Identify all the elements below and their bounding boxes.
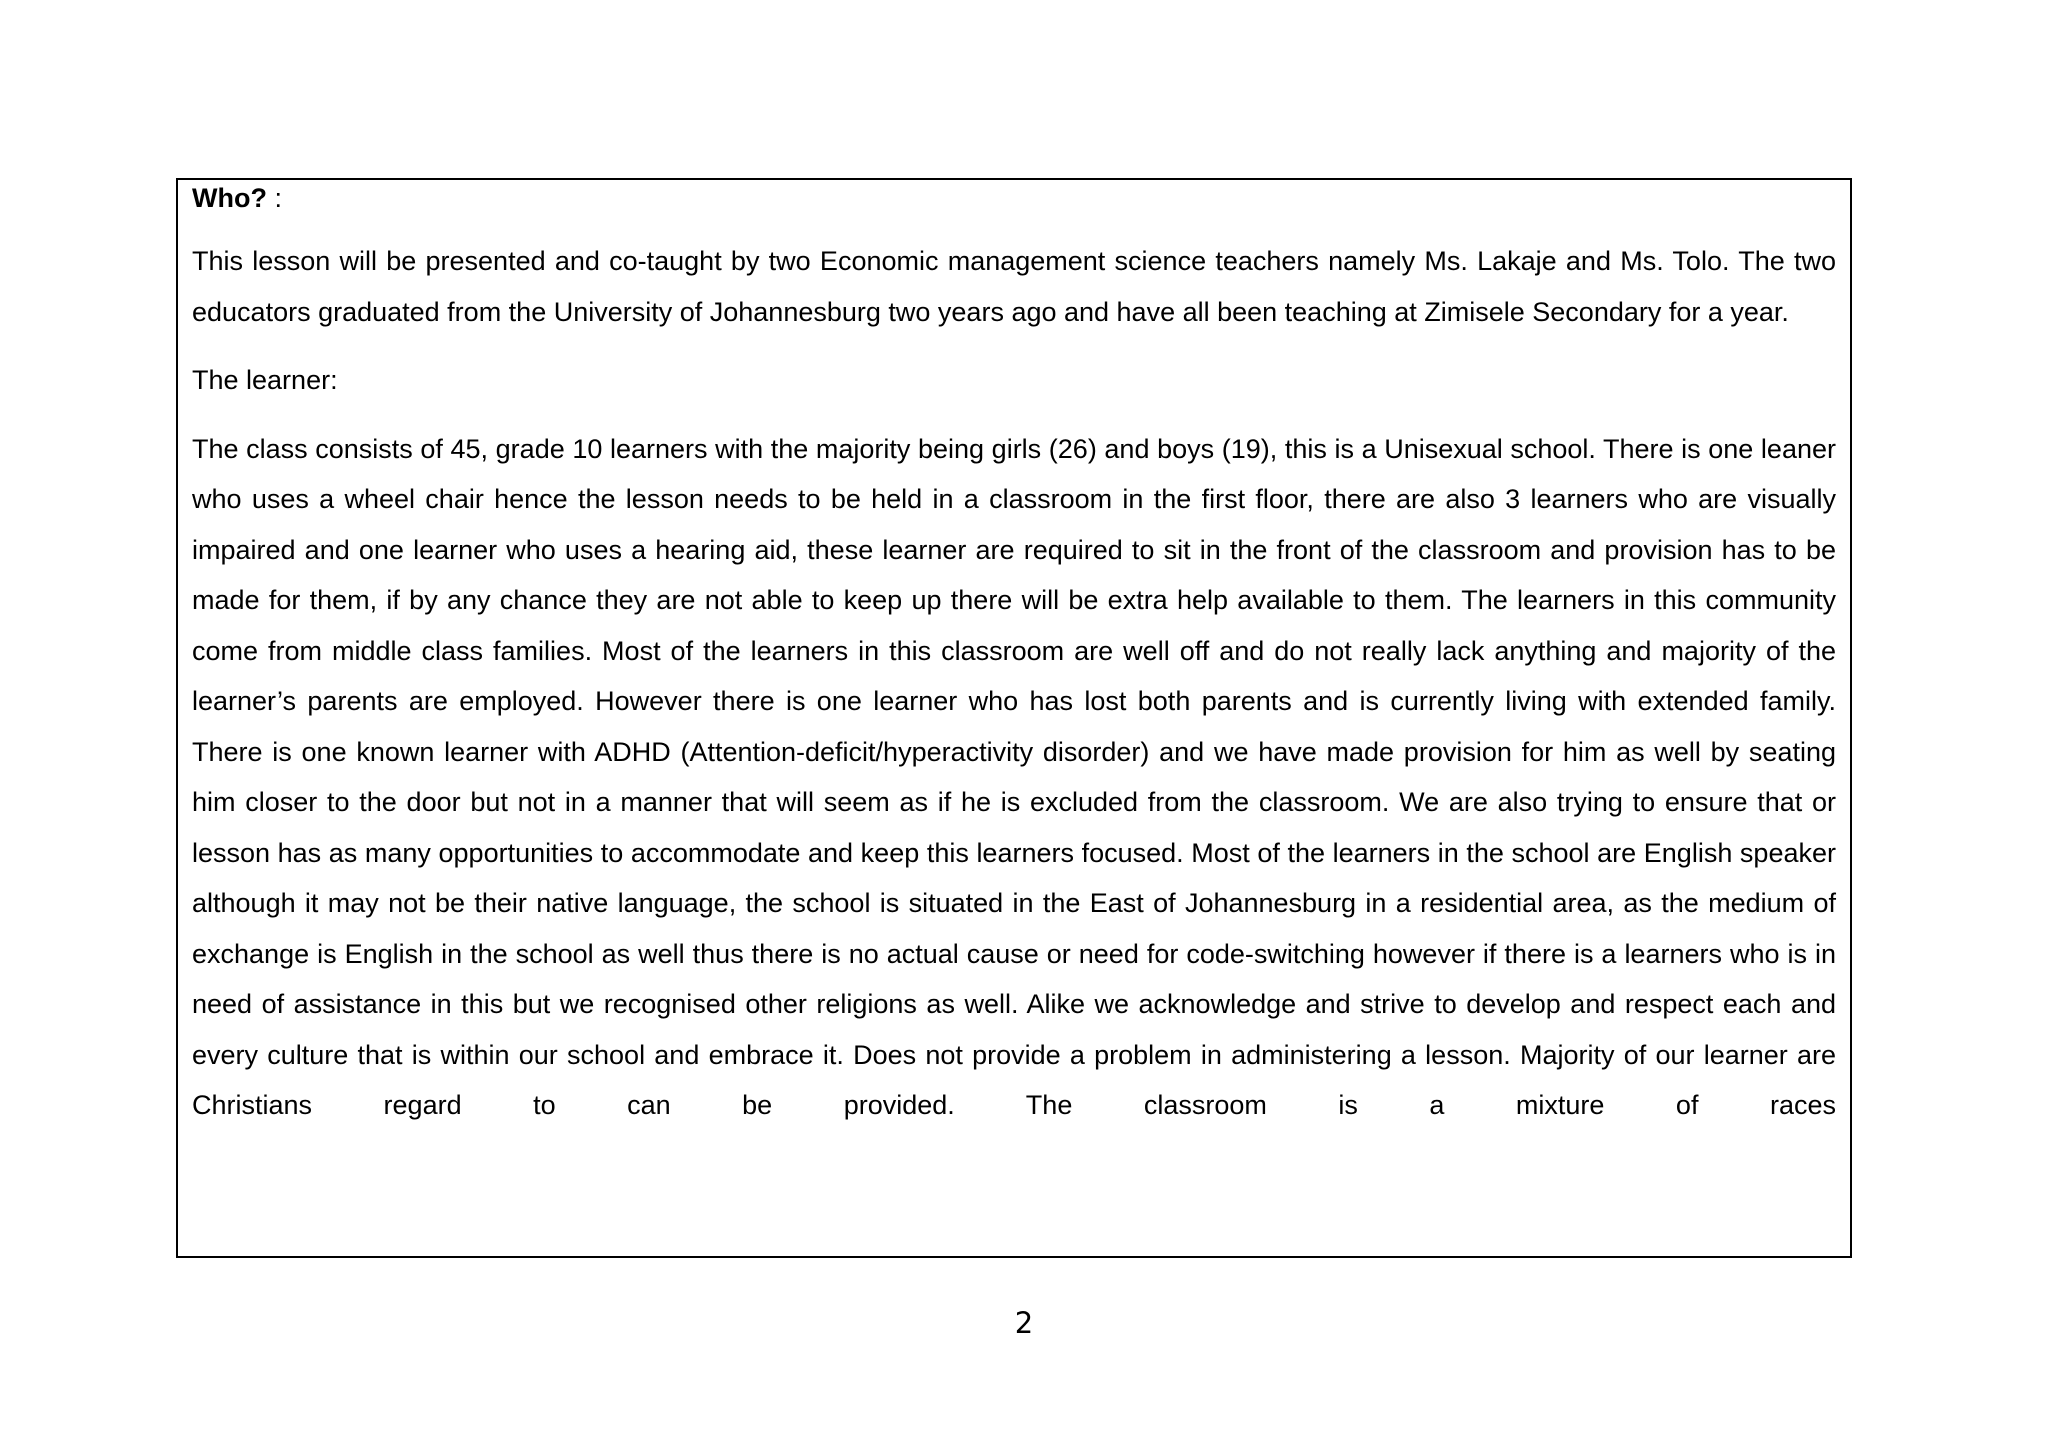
learner-paragraph: The class consists of 45, grade 10 learners with the majority being girls (26) and boys (19), this is a Unisexual school. There is one leaner who uses a wheel chair hence the lesson needs to be held in a classroom in the first floor, there are also 3 learners who are visually impaired and one learner who uses a hearing aid, these learner are required to sit in the front of the classroom and provision has to be made for them, if by any chance they are not able to keep up there will be extra help available to them. The learners in this community come from middle class families. Most of the learners in this classroom are well off and do not really lack anything and majority of the learner’s parents are employed. However there is one learner who has lost both parents and is currently living with extended family. There is one known learner with ADHD (Attention-deficit/hyperactivity disorder) and we have made provision for him as well by seating him closer to the door but not in a manner that will seem as if he is excluded from the classroom. We are also trying to ensure that or lesson has as many opportunities to accommodate and keep this learners focused. Most of the learners in the school are English speaker although it may not be their native language, the school is situated in the East of Johannesburg in a residential area, as the medium of exchange is English in the school as well thus there is no actual cause or need for code-switching however if there is a learners who is in need of assistance in this but we recognised other religions as well. Alike we acknowledge and strive to develop and respect each and every culture that is within our school and embrace it. Does not provide a problem in administering a lesson. Majority of our learner are Christians regard to can be provided. The classroom is a mixture of races: [192, 433, 1836, 1120]
who-heading-label: Who?: [192, 183, 267, 213]
bordered-text-box: [176, 178, 1852, 1258]
page-number: 2: [1014, 1306, 1034, 1340]
learner-heading: The learner:: [192, 365, 338, 395]
who-heading: [192, 180, 1836, 216]
intro-paragraph: This lesson will be presented and co-taught by two Economic management science teachers namely Ms. Lakaje and Ms. Tolo. The two educators graduated from the University of Johannesburg two years ago and have all been teaching at Zimisele Secondary for a year.: [192, 246, 1836, 327]
who-heading-suffix: :: [266, 183, 282, 213]
